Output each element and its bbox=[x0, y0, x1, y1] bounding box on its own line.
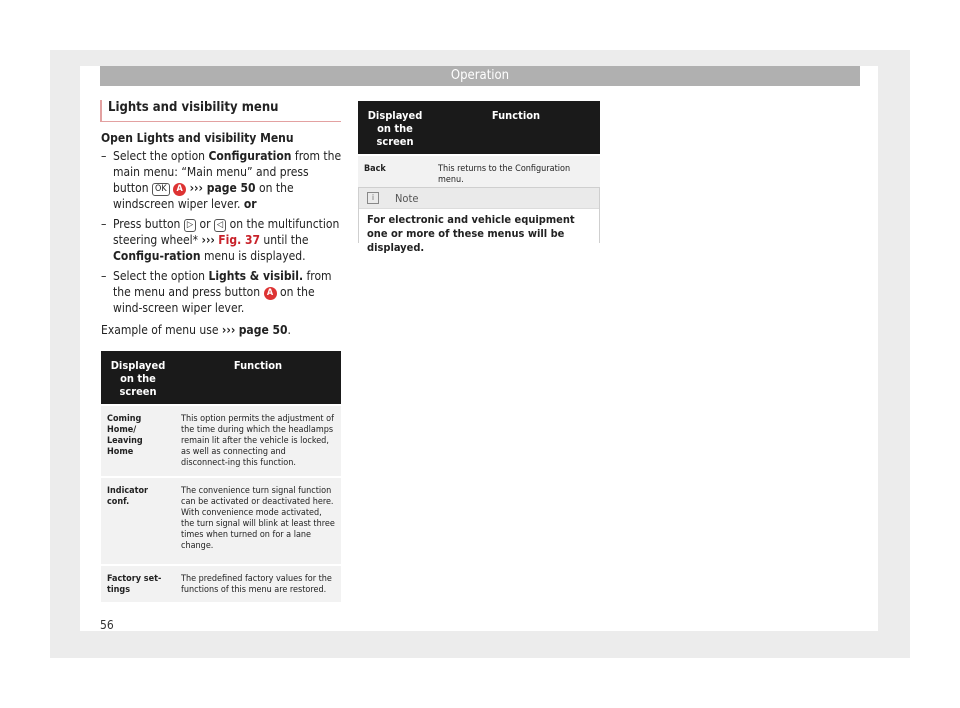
text: . bbox=[287, 323, 291, 337]
table-header-function: Function bbox=[175, 351, 341, 405]
table-cell-function: This returns to the Configuration menu. bbox=[432, 155, 600, 192]
menu-table bbox=[101, 351, 341, 602]
text: Press button bbox=[113, 217, 184, 231]
table-cell-option: Indicator conf. bbox=[101, 477, 175, 565]
table-header-function: Function bbox=[432, 101, 600, 155]
example-line bbox=[101, 322, 344, 338]
text: from the menu and press button bbox=[113, 269, 332, 299]
reference-arrow: ››› bbox=[189, 181, 203, 195]
table-row bbox=[101, 477, 341, 565]
step-2 bbox=[101, 216, 344, 264]
note-header bbox=[359, 188, 599, 209]
or-text: or bbox=[243, 197, 257, 211]
ok-key-icon: OK bbox=[152, 183, 170, 196]
text: on the wind-screen wiper lever. bbox=[113, 285, 315, 315]
back-table bbox=[358, 101, 600, 192]
instructions-heading: Open Lights and visibility Menu bbox=[101, 131, 294, 145]
table-cell-function: This option permits the adjustment of the time during which the headlamps remain lit after the vehicle is locked, as well as connecting and disconnect-ing this function. bbox=[175, 405, 341, 477]
text: on the multifunction steering wheel* bbox=[113, 217, 340, 247]
page-reference-link[interactable]: page 50 bbox=[206, 181, 256, 195]
table-cell-option: Coming Home/ Leaving Home bbox=[101, 405, 175, 477]
info-icon: i bbox=[367, 192, 379, 204]
button-a-icon: A bbox=[173, 183, 186, 196]
left-column bbox=[101, 130, 344, 338]
button-a-icon: A bbox=[264, 287, 277, 300]
text: from the main menu: “Main menu” and press button bbox=[113, 149, 342, 195]
page-number: 56 bbox=[100, 618, 114, 632]
menu-option: Lights & visibil. bbox=[208, 269, 304, 283]
text: or bbox=[196, 217, 214, 231]
table-cell-option: Factory set-tings bbox=[101, 565, 175, 602]
text: menu is displayed. bbox=[200, 249, 306, 263]
step-1 bbox=[101, 148, 344, 212]
table-cell-function: The convenience turn signal function can be activated or deactivated here. With convenience mode activated, the turn signal will blink at least three times when turned on for a lane change. bbox=[175, 477, 341, 565]
text: on the windscreen wiper lever. bbox=[113, 181, 294, 211]
section-title: Lights and visibility menu bbox=[100, 100, 341, 122]
text: Example of menu use bbox=[101, 323, 222, 337]
note-text: For electronic and vehicle equipment one or more of these menus will be displayed. bbox=[359, 209, 599, 245]
text: Select the option bbox=[113, 149, 209, 163]
text: until the bbox=[259, 233, 309, 247]
right-arrow-key-icon: ▷ bbox=[184, 219, 196, 232]
table-row bbox=[101, 405, 341, 477]
table-header-screen: Displayed on the screen bbox=[358, 101, 432, 155]
reference-arrow: ››› bbox=[221, 323, 236, 337]
reference-arrow: ››› bbox=[201, 233, 215, 247]
text: Select the option bbox=[113, 269, 209, 283]
menu-option: Configuration bbox=[208, 149, 292, 163]
note-box bbox=[358, 187, 600, 254]
chapter-header: Operation bbox=[100, 66, 860, 86]
menu-name: Configu-ration bbox=[113, 249, 201, 263]
note-title: Note bbox=[395, 191, 419, 205]
table-header-screen: Displayed on the screen bbox=[101, 351, 175, 405]
step-3 bbox=[101, 268, 344, 316]
table-row bbox=[101, 565, 341, 602]
page-reference-link[interactable]: page 50 bbox=[238, 323, 288, 337]
table-cell-function: The predefined factory values for the functions of this menu are restored. bbox=[175, 565, 341, 602]
left-arrow-key-icon: ◁ bbox=[214, 219, 226, 232]
figure-reference-link[interactable]: Fig. 37 bbox=[218, 233, 260, 247]
table-cell-option: Back bbox=[358, 155, 432, 192]
